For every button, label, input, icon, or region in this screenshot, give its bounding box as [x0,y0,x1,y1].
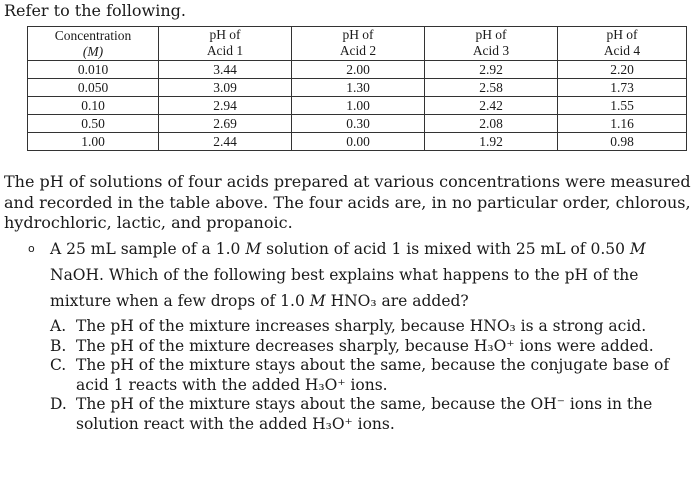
header-label: pH of [342,27,374,42]
table-cell: 0.050 [28,79,159,97]
answer-text: The pH of the mixture decreases sharply, because H₃O⁺ ions were added. [76,336,654,355]
table-cell: 2.94 [159,97,292,115]
table-cell: 2.92 [425,61,558,79]
table-row [28,133,687,151]
molarity-unit: M [309,292,326,310]
answer-text: The pH of the mixture stays about the same, because the conjugate base of acid 1 reacts with the added H₃O⁺ ions. [76,356,670,394]
table-cell: 0.98 [558,133,687,151]
table-cell: 2.42 [425,97,558,115]
table-cell: 1.92 [425,133,558,151]
table-row [28,79,687,97]
table-cell: 2.20 [558,61,687,79]
bullet-icon: o [28,242,35,255]
answer-choice-b[interactable] [50,337,690,357]
header-label: pH of [475,27,507,42]
table-cell: 0.10 [28,97,159,115]
answer-choice-c[interactable] [50,356,690,395]
answer-letter: B. [50,336,67,355]
answer-choice-a[interactable] [50,317,690,337]
answer-choices [50,317,690,434]
table-header-row [28,27,687,61]
header-unit: (M) [82,44,104,59]
table-row [28,115,687,133]
answer-text: The pH of the mixture stays about the same, because the OH⁻ ions in the solution react with the added H₃O⁺ ions. [76,395,653,433]
table-cell: 1.73 [558,79,687,97]
answer-letter: D. [50,395,67,413]
header-acid-2 [292,27,425,61]
table-cell: 0.30 [292,115,425,133]
table-cell: 1.00 [28,133,159,151]
header-acid-3 [425,27,558,61]
table-row [28,97,687,115]
table-cell: 1.30 [292,79,425,97]
answer-choice-d[interactable] [50,395,690,434]
answer-letter: C. [50,356,67,374]
header-concentration [28,27,159,61]
header-label: Acid 3 [472,43,510,58]
answer-letter: A. [50,317,67,335]
table-cell: 1.16 [558,115,687,133]
ph-data-table [27,26,687,151]
header-label: Acid 4 [603,43,641,58]
context-paragraph: The pH of solutions of four acids prepared at various concentrations were measured and recorded in the table above. The four acids are, in no particular order, chlorous, hydrochloric, lactic, and propanoic. [4,172,691,232]
intro-text: Refer to the following. [4,1,186,20]
table-cell: 2.58 [425,79,558,97]
molarity-unit: M [245,240,262,258]
question-part: HNO₃ are added? [325,292,469,310]
table-cell: 2.69 [159,115,292,133]
header-label: Acid 1 [206,43,244,58]
answer-text: The pH of the mixture increases sharply, because HNO₃ is a strong acid. [76,317,647,335]
header-label: Acid 2 [339,43,377,58]
header-acid-1 [159,27,292,61]
table-cell: 0.010 [28,61,159,79]
header-label: Concentration [54,28,132,43]
molarity-unit: M [629,240,646,258]
table-cell: 0.50 [28,115,159,133]
header-acid-4 [558,27,687,61]
table-cell: 0.00 [292,133,425,151]
question-text [28,236,690,314]
table-cell: 1.55 [558,97,687,115]
header-label: pH of [209,27,241,42]
table-cell: 3.09 [159,79,292,97]
question-part: A 25 mL sample of a 1.0 [50,240,246,258]
table-cell: 2.44 [159,133,292,151]
table-cell: 2.00 [292,61,425,79]
header-label: pH of [606,27,638,42]
table-cell: 2.08 [425,115,558,133]
table-row [28,61,687,79]
question-part: solution of acid 1 is mixed with 25 mL of 0.50 [261,240,630,258]
table-cell: 3.44 [159,61,292,79]
question-part: NaOH. Which of the following best explains what happens to the pH of the mixture when a few drops of 1.0 [50,266,639,310]
table-cell: 1.00 [292,97,425,115]
